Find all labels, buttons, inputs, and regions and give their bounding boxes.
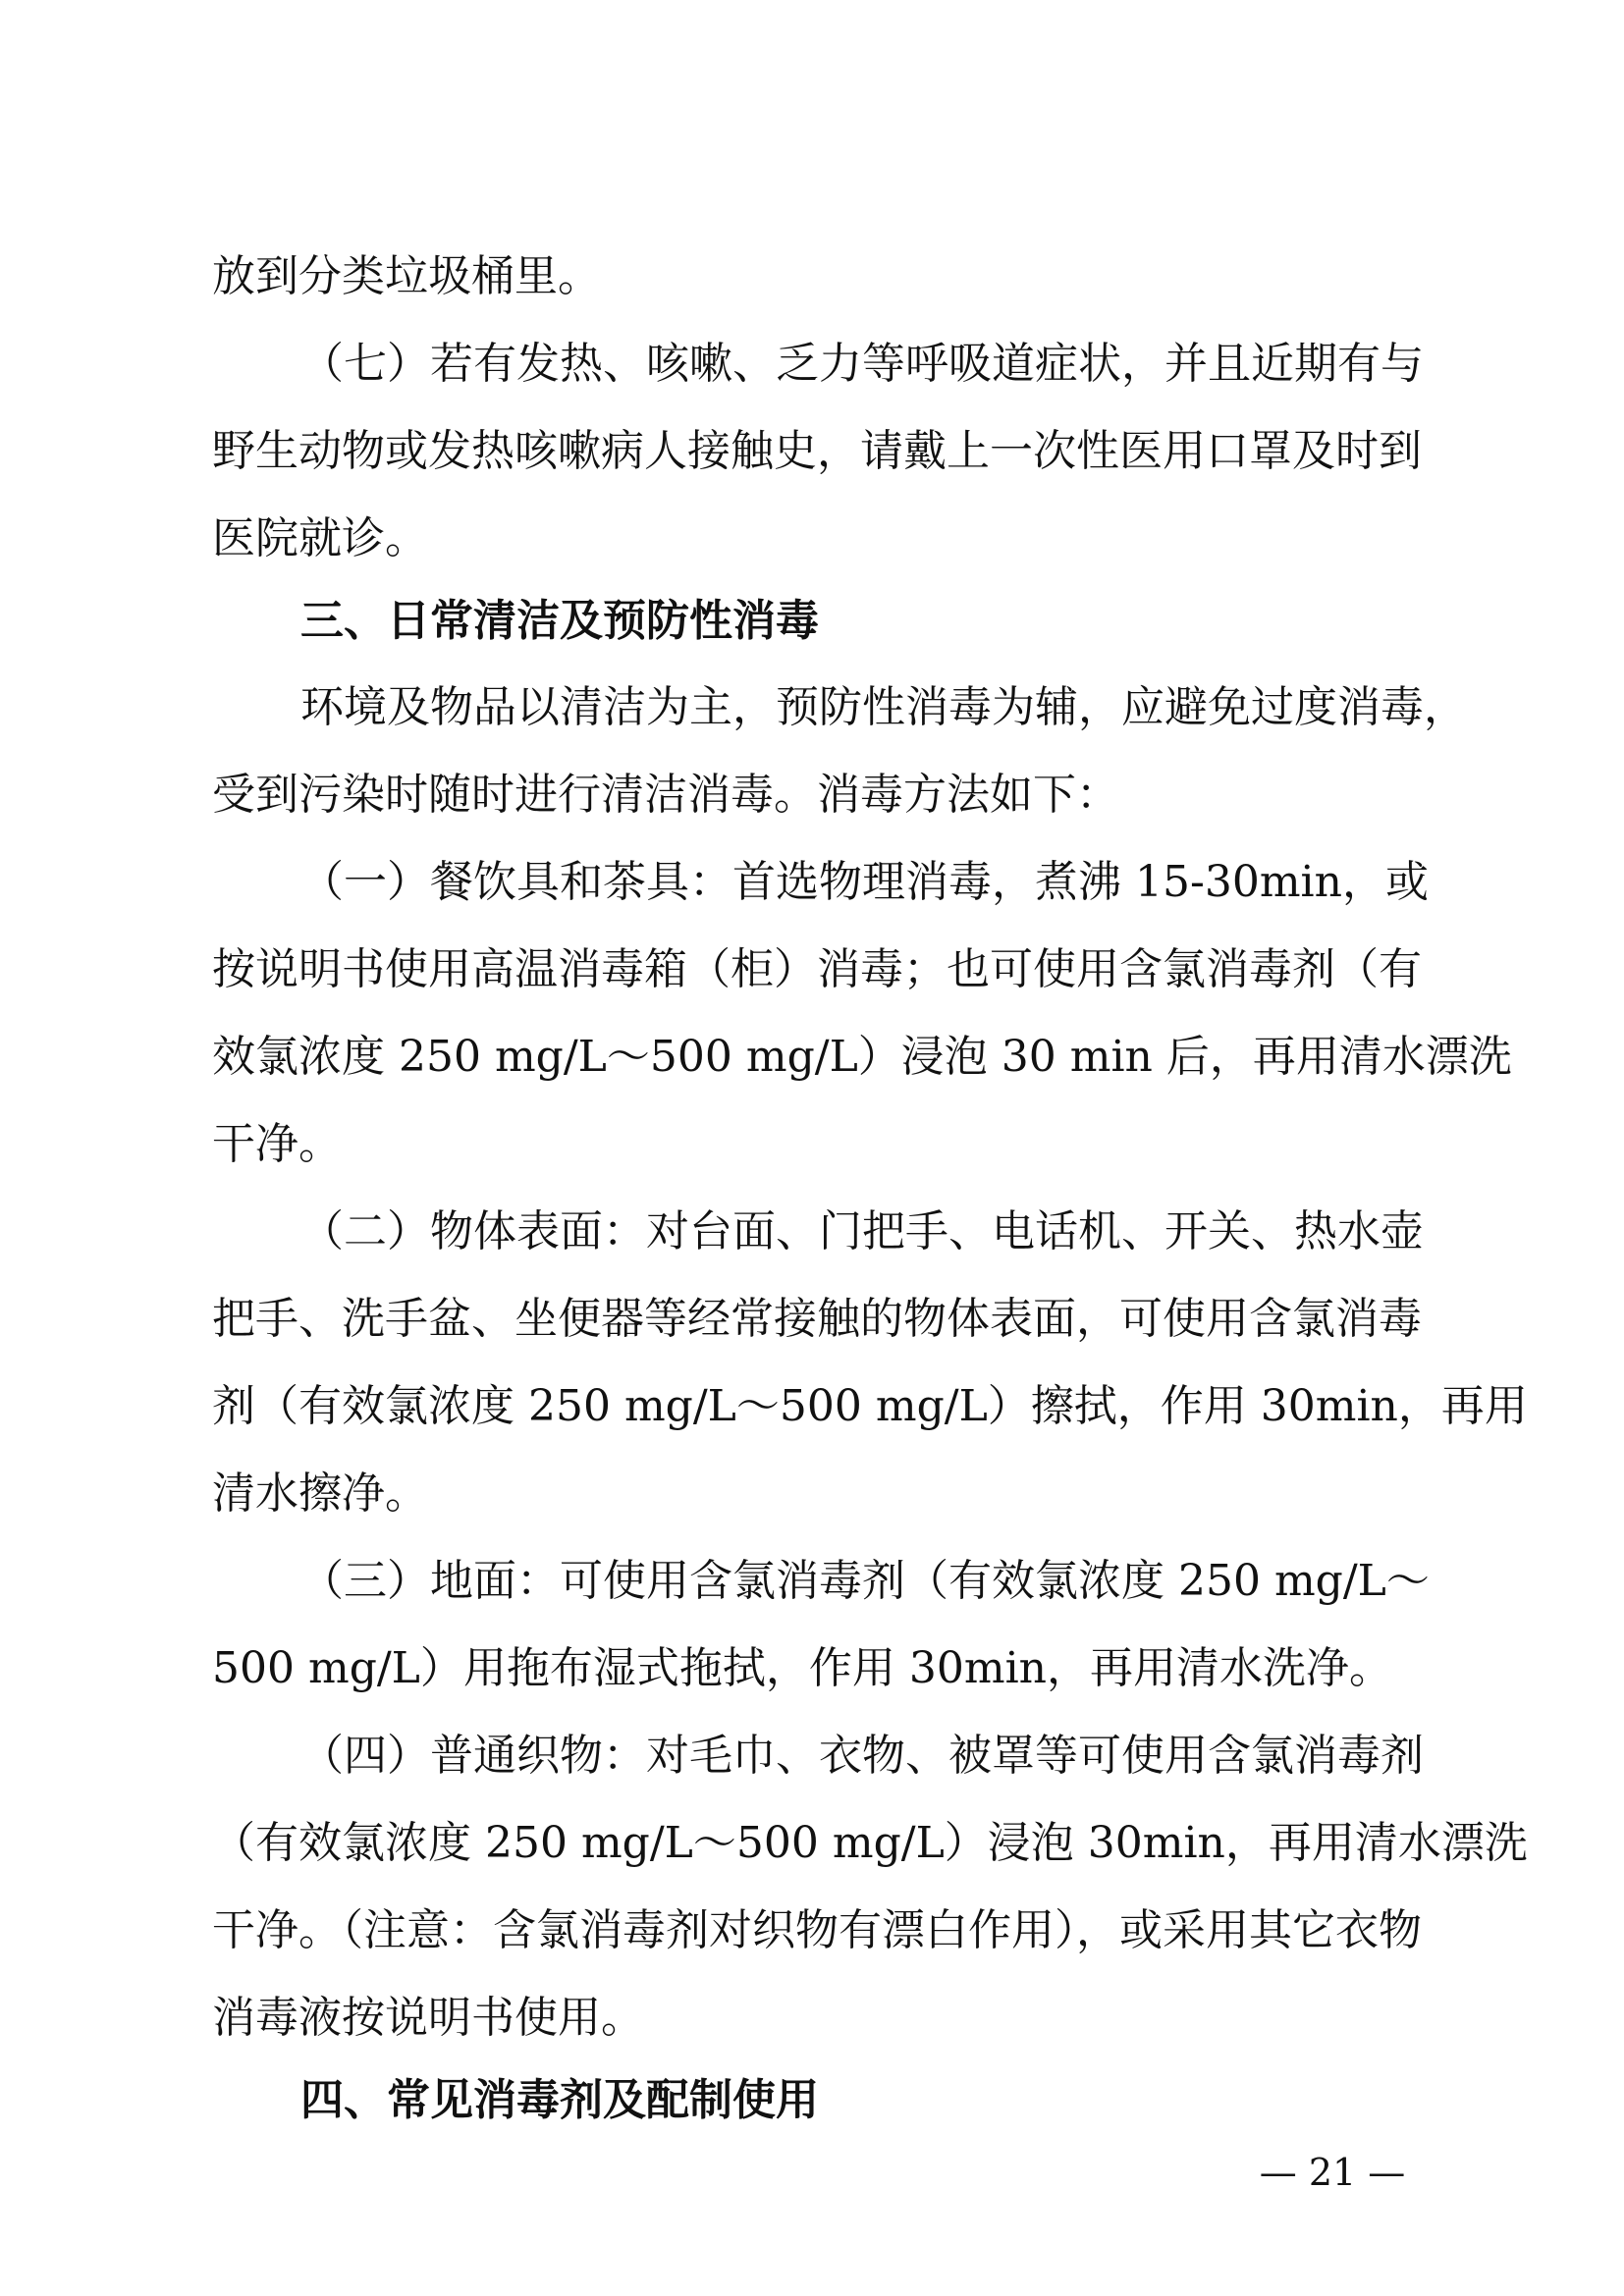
body-text-line: （一）餐饮具和茶具：首选物理消毒，煮沸 15-30min，或: [300, 857, 1429, 907]
body-text-line: 500 mg/L）用拖布湿式拖拭，作用 30min，再用清水洗净。: [212, 1643, 1393, 1693]
body-text-line: 把手、洗手盆、坐便器等经常接触的物体表面，可使用含氯消毒: [212, 1294, 1422, 1344]
body-text-line: （四）普通织物：对毛巾、衣物、被罩等可使用含氯消毒剂: [300, 1731, 1424, 1781]
body-text-line: 干净。: [212, 1119, 342, 1169]
body-text-line: 消毒液按说明书使用。: [212, 1993, 644, 2043]
body-text-line: （有效氯浓度 250 mg/L～500 mg/L）浸泡 30min，再用清水漂洗: [212, 1818, 1528, 1868]
body-text-line: 剂（有效氯浓度 250 mg/L～500 mg/L）擦拭，作用 30min，再用: [212, 1381, 1528, 1431]
body-text-line: 干净。（注意：含氯消毒剂对织物有漂白作用），或采用其它衣物: [212, 1905, 1422, 1955]
body-text-line: 效氯浓度 250 mg/L～500 mg/L）浸泡 30 min 后，再用清水漂洗: [212, 1032, 1512, 1082]
body-text-line: 清水擦净。: [212, 1468, 428, 1519]
body-text-line: （七）若有发热、咳嗽、乏力等呼吸道症状，并且近期有与: [300, 339, 1424, 389]
section-heading: 三、日常清洁及预防性消毒: [300, 596, 819, 646]
body-text-line: （三）地面：可使用含氯消毒剂（有效氯浓度 250 mg/L～: [300, 1556, 1430, 1606]
page-number: — 21 —: [1259, 2151, 1406, 2194]
body-text-line: 按说明书使用高温消毒箱（柜）消毒；也可使用含氯消毒剂（有: [212, 944, 1422, 994]
body-text-line: 受到污染时随时进行清洁消毒。消毒方法如下：: [212, 770, 1119, 820]
body-text-line: 环境及物品以清洁为主，预防性消毒为辅，应避免过度消毒，: [300, 682, 1467, 732]
section-heading: 四、常见消毒剂及配制使用: [300, 2075, 819, 2125]
body-text-line: 野生动物或发热咳嗽病人接触史，请戴上一次性医用口罩及时到: [212, 426, 1422, 476]
body-text-line: （二）物体表面：对台面、门把手、电话机、开关、热水壶: [300, 1206, 1424, 1256]
body-text-line: 医院就诊。: [212, 513, 428, 563]
body-text-line: 放到分类垃圾桶里。: [212, 251, 601, 301]
